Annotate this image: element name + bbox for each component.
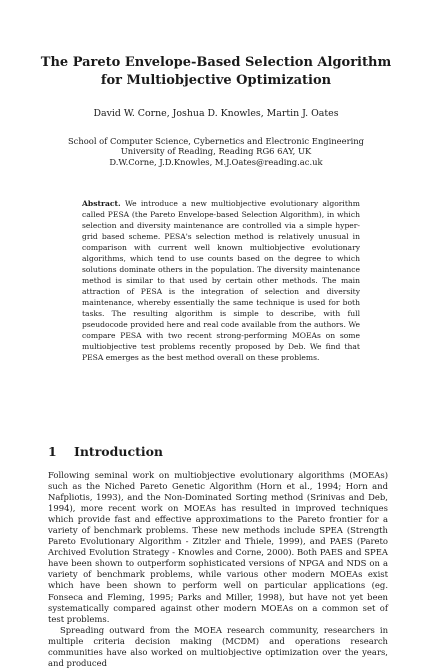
intro-paragraph-2: Spreading outward from the MOEA research community, researchers in multiple criteria decision making (MCDM) and operations research communities have also worked on multiobjective optimization over the years, and produced [48, 624, 388, 668]
affiliation-block [40, 136, 392, 167]
affiliation-line-2: University of Reading, Reading RG6 6AY, UK [120, 146, 312, 157]
abstract [82, 198, 360, 363]
author-list: David W. Corne, Joshua D. Knowles, Martin J. Oates [93, 108, 339, 119]
abstract-label: Abstract. [82, 199, 121, 208]
section-title: Introduction [74, 444, 164, 459]
intro-paragraph-1: Following seminal work on multiobjective evolutionary algorithms (MOEAs) such as the Niched Pareto Genetic Algorithm (Horn et al., 1994; Horn and Nafpliotis, 1993), and the Non-Dominated Sorting method (Srinivas and Deb, 1994), more recent work on MOEAs has resulted in improved techniques which provide fast and effective approximations to the Pareto frontier for a variety of benchmark problems. These new methods include SPEA (Strength Pareto Evolutionary Algorithm - Zitzler and Thiele, 1999), and PAES (Pareto Archived Evolution Strategy - Knowles and Corne, 2000). Both PAES and SPEA have been shown to outperform sophisticated versions of NPGA and NDS on a variety of benchmark problems, while various other modern MOEAs exist which have been shown to perform well on particular applications (eg. Fonseca and Fleming, 1995; Parks and Miller, 1998), but have not yet been systematically compared against other modern MOEAs on a common set of test problems. [48, 470, 388, 624]
title-line-1: The Pareto Envelope-Based Selection Algorithm [40, 55, 392, 70]
section-number: 1 [48, 444, 57, 459]
body-text [48, 470, 388, 669]
affiliation-line-1: School of Computer Science, Cybernetics and Electronic Engineering [67, 136, 365, 146]
paper-title [40, 54, 392, 90]
title-line-2: for Multiobjective Optimization [100, 73, 332, 88]
affiliation-line-3: D.W.Corne, J.D.Knowles, M.J.Oates@reading.ac.uk [109, 156, 323, 167]
abstract-text: We introduce a new multiobjective evolutionary algorithm called PESA (the Pareto Envelope-based Selection Algorithm), in which selection and diversity maintenance are controlled via a simple hyper-grid based scheme. PESA's selection method is relatively unusual in comparison with current well known multiobjective evolutionary algorithms, which tend to use counts based on the degree to which solutions dominate others in the population. The diversity maintenance method is similar to that used by certain other methods. The main attraction of PESA is the integration of selection and diversity maintenance, whereby essentially the same technique is used for both tasks. The resulting algorithm is simple to describe, with full pseudocode provided here and real code available from the authors. We compare PESA with two recent strong-performing MOEAs on some multiobjective test problems recently proposed by Deb. We find that PESA emerges as the best method overall on these problems. [82, 199, 360, 362]
section-heading [48, 444, 388, 460]
